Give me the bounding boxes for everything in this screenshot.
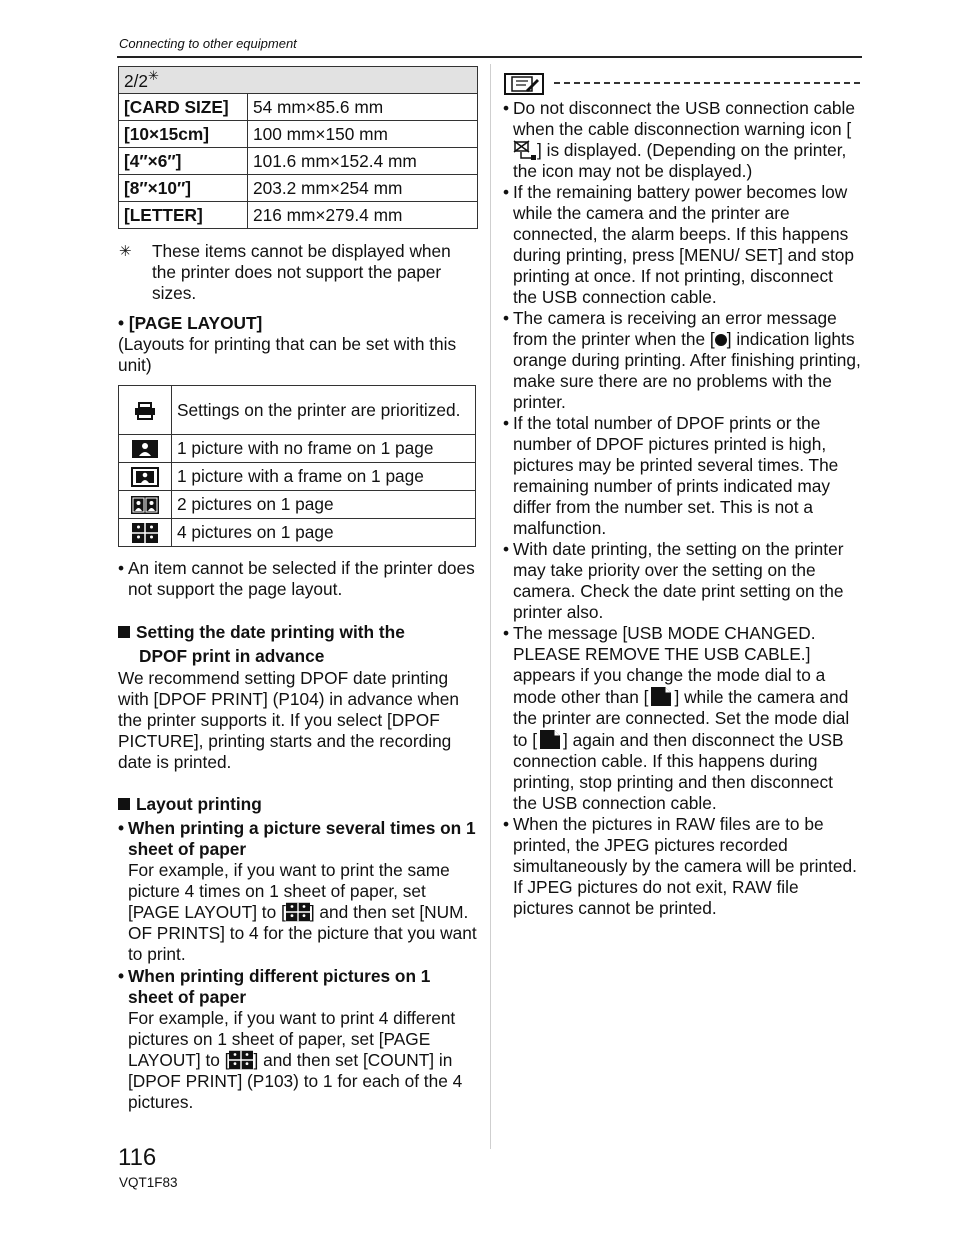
paper-size-table xyxy=(118,66,478,229)
section-square-icon xyxy=(118,798,130,810)
table-row xyxy=(119,148,478,175)
note-text: ] again and then disconnect the USB connection cable. If this happens during printing, stop printing and then disconnect the USB connection cable. xyxy=(513,730,844,813)
dpof-heading xyxy=(118,621,473,668)
layout-printing-item-body xyxy=(118,860,478,965)
notes-list xyxy=(503,98,861,919)
table-row xyxy=(119,435,476,463)
section-header: Connecting to other equipment xyxy=(119,36,297,51)
list-item xyxy=(503,308,861,413)
note-dash-rule xyxy=(554,82,860,84)
item-text: For example, if you want to print 4 different pictures on 1 sheet of paper, set [PAGE LAYOUT] to [ xyxy=(128,1008,456,1070)
printer-settings-icon xyxy=(119,386,172,435)
note-text: ] is displayed. (Depending on the printer, the icon may not be displayed.) xyxy=(513,140,847,181)
list-item: • When the pictures in RAW files are to be printed, the JPEG pictures recorded simultaneously by the camera will be printed. If JPEG pictures do not exit, RAW file pictures cannot be printed. xyxy=(503,814,861,919)
paper-table-header xyxy=(119,67,478,94)
paper-table-footnote: These items cannot be displayed when the printer does not support the paper sizes. xyxy=(152,241,451,303)
four-pictures-icon xyxy=(119,519,172,547)
note-text: The message [USB MODE CHANGED. PLEASE REMOVE THE USB CABLE.] appears if you change the mode dial to a mode other than [ xyxy=(513,623,826,707)
list-item: • With date printing, the setting on the printer may take priority over the setting on the camera. Check the date print setting on the printer also. xyxy=(503,539,861,623)
table-row xyxy=(119,491,476,519)
column-divider xyxy=(490,64,491,1149)
dpof-body: We recommend setting DPOF date printing with [DPOF PRINT] (P104) in advance when the printer supports it. If you select [DPOF PICTURE], printing starts and the recording date is printed. xyxy=(118,668,459,772)
layout-option-text: 2 pictures on 1 page xyxy=(172,491,476,519)
footnote-mark: ✳ xyxy=(119,243,132,260)
page-layout-note: • An item cannot be selected if the printer does not support the page layout. xyxy=(118,558,478,600)
two-pictures-icon xyxy=(119,491,172,519)
item-text: ] and then set [NUM. OF PRINTS] to 4 for the picture that you want to print. xyxy=(128,902,477,964)
dpof-heading-line2: DPOF print in advance xyxy=(139,645,325,666)
one-picture-frame-icon xyxy=(119,463,172,491)
layout-printing-heading xyxy=(118,794,262,815)
layout-printing-item-body xyxy=(118,1008,478,1113)
paper-size-value: 216 mm×279.4 mm xyxy=(248,202,478,229)
paper-size-value: 100 mm×150 mm xyxy=(248,121,478,148)
paper-size-key: [CARD SIZE] xyxy=(119,94,248,121)
note-icon xyxy=(504,73,544,100)
indicator-dot-icon xyxy=(715,334,727,346)
paper-table-page-indicator: 2/2 xyxy=(124,70,149,91)
layout-option-text: 1 picture with no frame on 1 page xyxy=(172,435,476,463)
paper-size-value: 54 mm×85.6 mm xyxy=(248,94,478,121)
one-picture-no-frame-icon xyxy=(119,435,172,463)
list-item: • If the total number of DPOF prints or the number of DPOF pictures printed is high, pictures may be printed several times. The remaining number of prints indicated may differ from the number set. This is not a malfunction. xyxy=(503,413,861,539)
asterisk-mark: ✳ xyxy=(148,68,159,84)
section-square-icon xyxy=(118,626,130,638)
layout-option-text: 4 pictures on 1 page xyxy=(172,519,476,547)
table-row xyxy=(119,121,478,148)
note-text: ] indication lights orange during printing. After finishing printing, make sure there are no problems with the printer. xyxy=(513,329,861,412)
cable-disconnection-warning-icon xyxy=(513,140,537,160)
list-item xyxy=(503,98,861,182)
page-layout-table xyxy=(118,385,476,547)
dpof-heading-line1: Setting the date printing with the xyxy=(136,622,405,642)
paper-size-key: [LETTER] xyxy=(119,202,248,229)
four-pictures-icon xyxy=(286,902,310,922)
layout-printing-item-title: • When printing a picture several times on 1 sheet of paper xyxy=(118,818,478,860)
layout-option-text: 1 picture with a frame on 1 page xyxy=(172,463,476,491)
table-row xyxy=(119,175,478,202)
print-mode-icon xyxy=(648,686,674,707)
four-pictures-icon xyxy=(229,1050,253,1070)
paper-size-value: 101.6 mm×152.4 mm xyxy=(248,148,478,175)
page-layout-description: (Layouts for printing that can be set with this unit) xyxy=(118,334,457,375)
item-text: For example, if you want to print the same picture 4 times on 1 sheet of paper, set [PAGE LAYOUT] to [ xyxy=(128,860,450,922)
table-row xyxy=(119,519,476,547)
table-row xyxy=(119,94,478,121)
print-mode-icon xyxy=(537,729,563,750)
note-text: Do not disconnect the USB connection cable when the cable disconnection warning icon [ xyxy=(513,98,855,139)
table-row xyxy=(119,202,478,229)
layout-printing-item-title: • When printing different pictures on 1 sheet of paper xyxy=(118,966,478,1008)
note-text: ] while the camera and the printer are connected. Set the mode dial to [ xyxy=(513,687,850,750)
header-rule xyxy=(117,56,862,58)
paper-size-key: [8″×10″] xyxy=(119,175,248,202)
page-number: 116 xyxy=(118,1144,157,1171)
list-item: • If the remaining battery power becomes low while the camera and the printer are connected, the alarm beeps. If this happens during printing, press [MENU/ SET] and stop printing at once. If not printing, disconnect the USB connection cable. xyxy=(503,182,861,308)
paper-table-header-row xyxy=(119,67,478,94)
model-code: VQT1F83 xyxy=(119,1175,178,1190)
paper-size-key: [10×15cm] xyxy=(119,121,248,148)
page-layout-title-text: [PAGE LAYOUT] xyxy=(128,313,263,333)
paper-size-value: 203.2 mm×254 mm xyxy=(248,175,478,202)
paper-size-key: [4″×6″] xyxy=(119,148,248,175)
item-text: ] and then set [COUNT] in [DPOF PRINT] (P103) to 1 for each of the 4 pictures. xyxy=(128,1050,463,1112)
page-layout-title: • [PAGE LAYOUT] xyxy=(118,313,263,333)
layout-printing-item xyxy=(118,818,478,965)
note-text: The camera is receiving an error message from the printer when the [ xyxy=(513,308,837,349)
layout-option-text: Settings on the printer are prioritized. xyxy=(172,386,476,435)
table-row xyxy=(119,386,476,435)
list-item xyxy=(503,623,861,814)
table-row xyxy=(119,463,476,491)
layout-printing-heading-text: Layout printing xyxy=(136,794,262,814)
layout-printing-item xyxy=(118,966,478,1113)
